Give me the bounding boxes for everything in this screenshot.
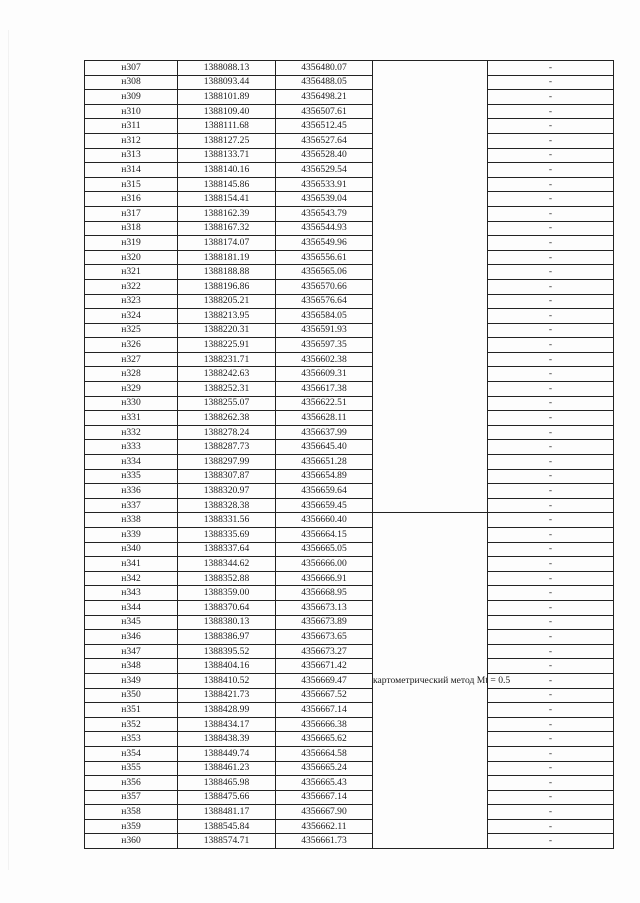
x-coordinate-cell: 1388320.97 [178, 484, 276, 499]
point-name-cell: н312 [85, 133, 178, 148]
x-coordinate-cell: 1388574.71 [178, 834, 276, 849]
x-coordinate-cell: 1388145.86 [178, 177, 276, 192]
x-coordinate-cell: 1388434.17 [178, 717, 276, 732]
y-coordinate-cell: 4356665.43 [276, 776, 373, 791]
y-coordinate-cell: 4356645.40 [276, 440, 373, 455]
note-cell: - [488, 717, 614, 732]
table-row [85, 542, 614, 557]
table-row [85, 659, 614, 674]
note-cell: - [488, 746, 614, 761]
y-coordinate-cell: 4356667.52 [276, 688, 373, 703]
note-cell: - [488, 221, 614, 236]
point-name-cell: н334 [85, 455, 178, 470]
table-row [85, 279, 614, 294]
x-coordinate-cell: 1388196.86 [178, 279, 276, 294]
y-coordinate-cell: 4356527.64 [276, 133, 373, 148]
x-coordinate-cell: 1388140.16 [178, 163, 276, 178]
note-cell: - [488, 790, 614, 805]
y-coordinate-cell: 4356584.05 [276, 309, 373, 324]
note-cell: - [488, 192, 614, 207]
note-cell: - [488, 148, 614, 163]
table-row [85, 177, 614, 192]
point-name-cell: н309 [85, 90, 178, 105]
x-coordinate-cell: 1388174.07 [178, 236, 276, 251]
y-coordinate-cell: 4356659.64 [276, 484, 373, 499]
x-coordinate-cell: 1388465.98 [178, 776, 276, 791]
note-cell: - [488, 659, 614, 674]
point-name-cell: н326 [85, 338, 178, 353]
x-coordinate-cell: 1388395.52 [178, 644, 276, 659]
point-name-cell: н323 [85, 294, 178, 309]
note-cell: - [488, 513, 614, 528]
table-row [85, 119, 614, 134]
y-coordinate-cell: 4356591.93 [276, 323, 373, 338]
note-cell: - [488, 133, 614, 148]
table-row [85, 834, 614, 849]
coordinates-table [84, 60, 614, 849]
note-cell: - [488, 206, 614, 221]
x-coordinate-cell: 1388252.31 [178, 382, 276, 397]
table-row [85, 206, 614, 221]
y-coordinate-cell: 4356669.47 [276, 673, 373, 688]
y-coordinate-cell: 4356673.13 [276, 600, 373, 615]
point-name-cell: н355 [85, 761, 178, 776]
x-coordinate-cell: 1388449.74 [178, 746, 276, 761]
table-row [85, 338, 614, 353]
y-coordinate-cell: 4356533.91 [276, 177, 373, 192]
note-cell: - [488, 75, 614, 90]
table-row [85, 294, 614, 309]
note-cell: - [488, 367, 614, 382]
point-name-cell: н330 [85, 396, 178, 411]
y-coordinate-cell: 4356666.38 [276, 717, 373, 732]
table-row [85, 688, 614, 703]
point-name-cell: н311 [85, 119, 178, 134]
y-coordinate-cell: 4356665.24 [276, 761, 373, 776]
table-row [85, 557, 614, 572]
point-name-cell: н338 [85, 513, 178, 528]
table-row [85, 396, 614, 411]
y-coordinate-cell: 4356661.73 [276, 834, 373, 849]
table-row [85, 615, 614, 630]
x-coordinate-cell: 1388162.39 [178, 206, 276, 221]
note-cell: - [488, 236, 614, 251]
point-name-cell: н320 [85, 250, 178, 265]
point-name-cell: н328 [85, 367, 178, 382]
note-cell: - [488, 557, 614, 572]
note-cell: - [488, 440, 614, 455]
y-coordinate-cell: 4356570.66 [276, 279, 373, 294]
point-name-cell: н322 [85, 279, 178, 294]
x-coordinate-cell: 1388337.64 [178, 542, 276, 557]
y-coordinate-cell: 4356528.40 [276, 148, 373, 163]
y-coordinate-cell: 4356654.89 [276, 469, 373, 484]
table-row [85, 790, 614, 805]
table-row [85, 761, 614, 776]
x-coordinate-cell: 1388461.23 [178, 761, 276, 776]
table-row [85, 600, 614, 615]
table-row [85, 630, 614, 645]
table-row [85, 571, 614, 586]
y-coordinate-cell: 4356480.07 [276, 61, 373, 76]
point-name-cell: н319 [85, 236, 178, 251]
table-row [85, 104, 614, 119]
point-name-cell: н315 [85, 177, 178, 192]
x-coordinate-cell: 1388220.31 [178, 323, 276, 338]
y-coordinate-cell: 4356667.14 [276, 790, 373, 805]
point-name-cell: н353 [85, 732, 178, 747]
y-coordinate-cell: 4356512.45 [276, 119, 373, 134]
point-name-cell: н325 [85, 323, 178, 338]
note-cell: - [488, 250, 614, 265]
x-coordinate-cell: 1388370.64 [178, 600, 276, 615]
table-row [85, 265, 614, 280]
point-name-cell: н307 [85, 61, 178, 76]
point-name-cell: н310 [85, 104, 178, 119]
note-cell: - [488, 805, 614, 820]
note-cell: - [488, 644, 614, 659]
y-coordinate-cell: 4356668.95 [276, 586, 373, 601]
table-row [85, 528, 614, 543]
note-cell: - [488, 455, 614, 470]
y-coordinate-cell: 4356664.58 [276, 746, 373, 761]
note-cell: - [488, 294, 614, 309]
y-coordinate-cell: 4356565.06 [276, 265, 373, 280]
point-name-cell: н352 [85, 717, 178, 732]
table-row [85, 703, 614, 718]
x-coordinate-cell: 1388287.73 [178, 440, 276, 455]
table-row [85, 367, 614, 382]
y-coordinate-cell: 4356529.54 [276, 163, 373, 178]
table-row [85, 90, 614, 105]
point-name-cell: н321 [85, 265, 178, 280]
table-row [85, 75, 614, 90]
x-coordinate-cell: 1388481.17 [178, 805, 276, 820]
table-row [85, 133, 614, 148]
note-cell: - [488, 615, 614, 630]
x-coordinate-cell: 1388410.52 [178, 673, 276, 688]
x-coordinate-cell: 1388352.88 [178, 571, 276, 586]
note-cell: - [488, 732, 614, 747]
note-cell: - [488, 382, 614, 397]
y-coordinate-cell: 4356544.93 [276, 221, 373, 236]
point-name-cell: н356 [85, 776, 178, 791]
table-row [85, 250, 614, 265]
x-coordinate-cell: 1388344.62 [178, 557, 276, 572]
y-coordinate-cell: 4356576.64 [276, 294, 373, 309]
x-coordinate-cell: 1388205.21 [178, 294, 276, 309]
point-name-cell: н342 [85, 571, 178, 586]
x-coordinate-cell: 1388231.71 [178, 352, 276, 367]
table-row [85, 425, 614, 440]
table-row [85, 61, 614, 76]
point-name-cell: н318 [85, 221, 178, 236]
point-name-cell: н345 [85, 615, 178, 630]
y-coordinate-cell: 4356667.90 [276, 805, 373, 820]
note-cell: - [488, 586, 614, 601]
table-row [85, 221, 614, 236]
table-row [85, 673, 614, 688]
y-coordinate-cell: 4356628.11 [276, 411, 373, 426]
y-coordinate-cell: 4356659.45 [276, 498, 373, 513]
note-cell: - [488, 338, 614, 353]
point-name-cell: н341 [85, 557, 178, 572]
y-coordinate-cell: 4356665.05 [276, 542, 373, 557]
table-row [85, 586, 614, 601]
y-coordinate-cell: 4356671.42 [276, 659, 373, 674]
y-coordinate-cell: 4356617.38 [276, 382, 373, 397]
y-coordinate-cell: 4356665.62 [276, 732, 373, 747]
table-row [85, 819, 614, 834]
y-coordinate-cell: 4356507.61 [276, 104, 373, 119]
table-row [85, 498, 614, 513]
note-cell: - [488, 90, 614, 105]
y-coordinate-cell: 4356666.91 [276, 571, 373, 586]
method-cell [373, 61, 488, 513]
x-coordinate-cell: 1388359.00 [178, 586, 276, 601]
point-name-cell: н348 [85, 659, 178, 674]
coordinates-table-body [85, 61, 614, 849]
table-row [85, 717, 614, 732]
x-coordinate-cell: 1388386.97 [178, 630, 276, 645]
point-name-cell: н349 [85, 673, 178, 688]
note-cell: - [488, 761, 614, 776]
note-cell: - [488, 542, 614, 557]
table-row [85, 484, 614, 499]
table-row [85, 440, 614, 455]
x-coordinate-cell: 1388255.07 [178, 396, 276, 411]
x-coordinate-cell: 1388127.25 [178, 133, 276, 148]
y-coordinate-cell: 4356543.79 [276, 206, 373, 221]
table-row [85, 513, 614, 528]
x-coordinate-cell: 1388188.88 [178, 265, 276, 280]
point-name-cell: н316 [85, 192, 178, 207]
x-coordinate-cell: 1388093.44 [178, 75, 276, 90]
x-coordinate-cell: 1388109.40 [178, 104, 276, 119]
note-cell: - [488, 323, 614, 338]
x-coordinate-cell: 1388225.91 [178, 338, 276, 353]
y-coordinate-cell: 4356498.21 [276, 90, 373, 105]
point-name-cell: н331 [85, 411, 178, 426]
point-name-cell: н324 [85, 309, 178, 324]
note-cell: - [488, 571, 614, 586]
point-name-cell: н351 [85, 703, 178, 718]
note-cell: - [488, 352, 614, 367]
table-row [85, 469, 614, 484]
y-coordinate-cell: 4356488.05 [276, 75, 373, 90]
note-cell: - [488, 819, 614, 834]
note-cell: - [488, 396, 614, 411]
note-cell: - [488, 309, 614, 324]
x-coordinate-cell: 1388380.13 [178, 615, 276, 630]
x-coordinate-cell: 1388101.89 [178, 90, 276, 105]
x-coordinate-cell: 1388545.84 [178, 819, 276, 834]
point-name-cell: н344 [85, 600, 178, 615]
y-coordinate-cell: 4356637.99 [276, 425, 373, 440]
point-name-cell: н358 [85, 805, 178, 820]
point-name-cell: н346 [85, 630, 178, 645]
x-coordinate-cell: 1388297.99 [178, 455, 276, 470]
note-cell: - [488, 630, 614, 645]
scan-edge-shadow [8, 30, 9, 870]
note-cell: - [488, 776, 614, 791]
note-cell: - [488, 673, 614, 688]
note-cell: - [488, 411, 614, 426]
table-row [85, 236, 614, 251]
x-coordinate-cell: 1388428.99 [178, 703, 276, 718]
y-coordinate-cell: 4356651.28 [276, 455, 373, 470]
note-cell: - [488, 469, 614, 484]
table-row [85, 805, 614, 820]
table-row [85, 148, 614, 163]
y-coordinate-cell: 4356602.38 [276, 352, 373, 367]
note-cell: - [488, 528, 614, 543]
point-name-cell: н335 [85, 469, 178, 484]
point-name-cell: н327 [85, 352, 178, 367]
note-cell: - [488, 498, 614, 513]
x-coordinate-cell: 1388242.63 [178, 367, 276, 382]
x-coordinate-cell: 1388088.13 [178, 61, 276, 76]
table-row [85, 163, 614, 178]
table-row [85, 746, 614, 761]
x-coordinate-cell: 1388133.71 [178, 148, 276, 163]
note-cell: - [488, 425, 614, 440]
x-coordinate-cell: 1388181.19 [178, 250, 276, 265]
table-row [85, 732, 614, 747]
y-coordinate-cell: 4356666.00 [276, 557, 373, 572]
table-row [85, 309, 614, 324]
note-cell: - [488, 600, 614, 615]
y-coordinate-cell: 4356662.11 [276, 819, 373, 834]
y-coordinate-cell: 4356664.15 [276, 528, 373, 543]
table-row [85, 644, 614, 659]
x-coordinate-cell: 1388335.69 [178, 528, 276, 543]
note-cell: - [488, 484, 614, 499]
point-name-cell: н308 [85, 75, 178, 90]
x-coordinate-cell: 1388111.68 [178, 119, 276, 134]
note-cell: - [488, 265, 614, 280]
y-coordinate-cell: 4356673.27 [276, 644, 373, 659]
note-cell: - [488, 834, 614, 849]
point-name-cell: н350 [85, 688, 178, 703]
point-name-cell: н359 [85, 819, 178, 834]
method-cell: картометрический метод Mt = 0.5 [373, 513, 488, 849]
point-name-cell: н354 [85, 746, 178, 761]
point-name-cell: н337 [85, 498, 178, 513]
x-coordinate-cell: 1388154.41 [178, 192, 276, 207]
note-cell: - [488, 279, 614, 294]
y-coordinate-cell: 4356622.51 [276, 396, 373, 411]
x-coordinate-cell: 1388262.38 [178, 411, 276, 426]
point-name-cell: н332 [85, 425, 178, 440]
point-name-cell: н340 [85, 542, 178, 557]
y-coordinate-cell: 4356549.96 [276, 236, 373, 251]
point-name-cell: н357 [85, 790, 178, 805]
point-name-cell: н360 [85, 834, 178, 849]
point-name-cell: н329 [85, 382, 178, 397]
y-coordinate-cell: 4356660.40 [276, 513, 373, 528]
note-cell: - [488, 177, 614, 192]
point-name-cell: н339 [85, 528, 178, 543]
note-cell: - [488, 119, 614, 134]
table-row [85, 411, 614, 426]
point-name-cell: н313 [85, 148, 178, 163]
point-name-cell: н314 [85, 163, 178, 178]
x-coordinate-cell: 1388421.73 [178, 688, 276, 703]
table-row [85, 323, 614, 338]
y-coordinate-cell: 4356597.35 [276, 338, 373, 353]
y-coordinate-cell: 4356673.65 [276, 630, 373, 645]
x-coordinate-cell: 1388307.87 [178, 469, 276, 484]
y-coordinate-cell: 4356539.04 [276, 192, 373, 207]
x-coordinate-cell: 1388438.39 [178, 732, 276, 747]
point-name-cell: н336 [85, 484, 178, 499]
table-row [85, 352, 614, 367]
x-coordinate-cell: 1388331.56 [178, 513, 276, 528]
x-coordinate-cell: 1388328.38 [178, 498, 276, 513]
note-cell: - [488, 703, 614, 718]
note-cell: - [488, 61, 614, 76]
point-name-cell: н317 [85, 206, 178, 221]
point-name-cell: н347 [85, 644, 178, 659]
table-row [85, 776, 614, 791]
point-name-cell: н333 [85, 440, 178, 455]
y-coordinate-cell: 4356609.31 [276, 367, 373, 382]
x-coordinate-cell: 1388404.16 [178, 659, 276, 674]
x-coordinate-cell: 1388278.24 [178, 425, 276, 440]
table-row [85, 192, 614, 207]
table-row [85, 455, 614, 470]
y-coordinate-cell: 4356673.89 [276, 615, 373, 630]
x-coordinate-cell: 1388213.95 [178, 309, 276, 324]
note-cell: - [488, 163, 614, 178]
note-cell: - [488, 104, 614, 119]
table-row [85, 382, 614, 397]
y-coordinate-cell: 4356556.61 [276, 250, 373, 265]
x-coordinate-cell: 1388167.32 [178, 221, 276, 236]
point-name-cell: н343 [85, 586, 178, 601]
x-coordinate-cell: 1388475.66 [178, 790, 276, 805]
y-coordinate-cell: 4356667.14 [276, 703, 373, 718]
note-cell: - [488, 688, 614, 703]
